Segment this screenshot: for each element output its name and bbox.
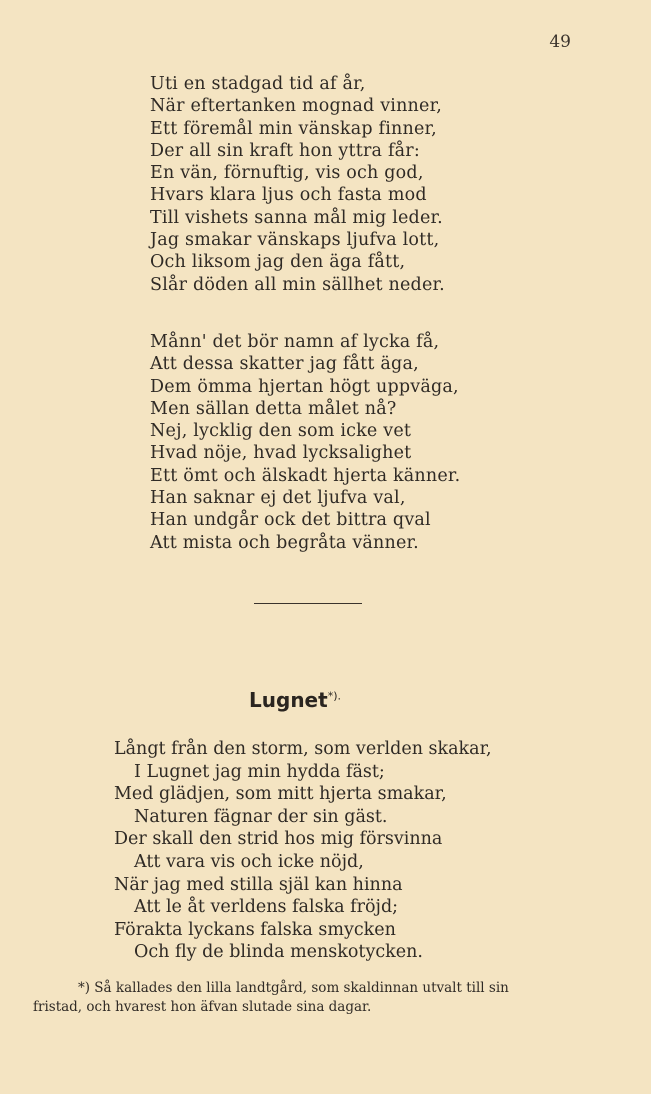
poem-line: Att vara vis och icke nöjd, — [134, 851, 364, 872]
page-number: 49 — [549, 32, 571, 52]
poem-line: Der skall den strid hos mig försvinna — [114, 829, 443, 850]
section-divider — [254, 603, 362, 604]
poem-line: Att mista och begråta vänner. — [150, 532, 419, 553]
poem-line: Till vishets sanna mål mig leder. — [150, 207, 443, 228]
poem-line: Naturen fägnar der sin gäst. — [134, 806, 388, 827]
poem-line: Och liksom jag den äga fått, — [150, 252, 406, 273]
poem-stanza-3 — [114, 738, 492, 964]
poem-line: Att dessa skatter jag fått äga, — [150, 354, 419, 375]
poem-line: Långt från den storm, som verlden skakar, — [114, 739, 492, 759]
poem-stanza-2 — [150, 331, 460, 554]
poem-line: Månn' det bör namn af lycka få, — [150, 332, 440, 352]
poem-line: Dem ömma hjertan högt uppväga, — [150, 376, 459, 397]
poem-line: Hvad nöje, hvad lycksalighet — [150, 443, 412, 464]
poem-line: Ett ömt och älskadt hjerta känner. — [150, 465, 461, 486]
footnote-marker: *). — [327, 689, 341, 703]
poem-line: Han saknar ej det ljufva val, — [150, 488, 406, 509]
poem-line: Uti en stadgad tid af år, — [150, 74, 366, 94]
footnote — [33, 979, 593, 1017]
poem-title-text: Lugnet — [249, 688, 328, 712]
poem-line: Hvars klara ljus och fasta mod — [150, 185, 427, 206]
poem-line: Ett föremål min vänskap finner, — [150, 118, 437, 139]
footnote-line: fristad, och hvarest hon äfvan slutade sina dagar. — [33, 999, 372, 1015]
poem-line: Med glädjen, som mitt hjerta smakar, — [114, 784, 447, 805]
poem-line: Att le åt verldens falska fröjd; — [134, 897, 399, 918]
poem-line: Och fly de blinda menskotycken. — [134, 942, 423, 963]
poem-line: Nej, lycklig den som icke vet — [150, 421, 412, 442]
poem-line: En vän, förnuftig, vis och god, — [150, 163, 424, 184]
poem-line: Der all sin kraft hon yttra får: — [150, 140, 420, 161]
poem-line: Förakta lyckans falska smycken — [114, 919, 396, 940]
poem-line: Slår döden all min sällhet neder. — [150, 274, 445, 295]
poem-line: Jag smakar vänskaps ljufva lott, — [150, 230, 440, 251]
footnote-line: *) Så kallades den lilla landtgård, som skaldinnan utvalt till sin — [78, 980, 509, 996]
poem-line: När jag med stilla själ kan hinna — [114, 874, 403, 895]
poem-stanza-1 — [150, 73, 445, 296]
poem-line: Men sällan detta målet nå? — [150, 398, 397, 419]
poem-line: När eftertanken mognad vinner, — [150, 96, 442, 117]
poem-title — [0, 688, 590, 712]
poem-line: Han undgår ock det bittra qval — [150, 510, 431, 531]
poem-line: I Lugnet jag min hydda fäst; — [134, 761, 385, 782]
